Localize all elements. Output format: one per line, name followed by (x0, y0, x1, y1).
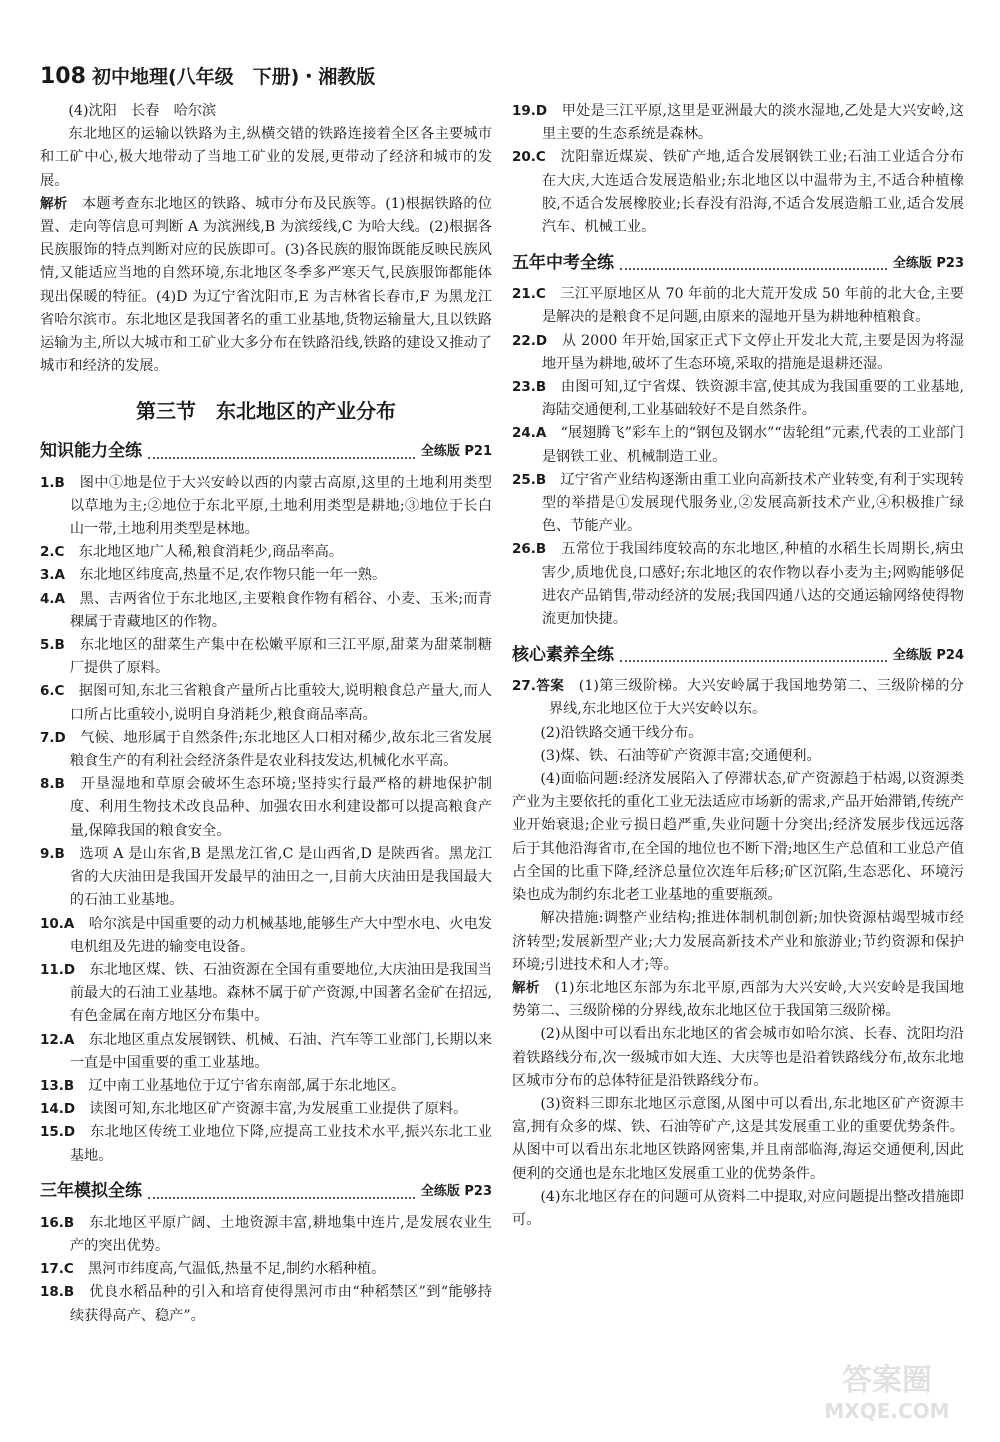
answer-text: 辽中南工业基地位于辽宁省东南部,属于东北地区。 (88, 1077, 406, 1094)
answer-text: 东北地区的甜菜生产集中在松嫩平原和三江平原,甜菜为甜菜制糖厂提供了原料。 (69, 637, 492, 677)
answer-text: 辽宁省产业结构逐渐由重工业向高新技术产业转变,有利于实现转型的举措是①发展现代服务业,②发展高新技术产业,④积极推广绿色、节能产业。 (541, 471, 964, 535)
right-column (512, 100, 964, 1232)
answer-number: 20.C (512, 149, 546, 166)
q27-first: (1)第三级阶梯。大兴安岭属于我国地势第二、三级阶梯的分界线,东北地区位于大兴安岭以东。 (548, 678, 964, 718)
section-header-five-year (512, 249, 964, 277)
section-leader-dots (620, 256, 887, 270)
answer-item (40, 959, 492, 1029)
answer-number: 15.D (40, 1124, 76, 1141)
answer-number: 9.B (40, 845, 65, 862)
chapter-title: 第三节 东北地区的产业分布 (136, 399, 396, 424)
answer-number: 11.D (40, 961, 76, 978)
section-ref: 全练版 P23 (420, 1184, 492, 1200)
answer-item (512, 422, 964, 468)
answer-item (512, 330, 964, 376)
answer-item (512, 283, 964, 329)
page-header (40, 62, 375, 89)
answer-text: 据图可知,东北三省粮食产量所占比重较大,说明粮食总产量大,而人口所占比重较小,说明自身消耗少,粮食商品率高。 (69, 683, 492, 723)
answer-item (40, 773, 492, 843)
section-title: 三年模拟全练 (40, 1181, 142, 1202)
answer-number: 13.B (40, 1077, 75, 1094)
answer-item (40, 1121, 492, 1167)
answers-list-five-year (512, 283, 964, 631)
paragraph: (2)沿铁路交通干线分布。 (540, 724, 703, 741)
paragraph: (4)东北地区存在的问题可从资料二中提取,对应问题提出整改措施即可。 (512, 1188, 964, 1228)
answers-list-continued (512, 100, 964, 239)
answer-item (40, 588, 492, 634)
answer-number: 3.A (40, 567, 65, 584)
answer-number: 8.B (40, 776, 65, 793)
answer-item (40, 634, 492, 680)
answer-text: 优良水稻品种的引入和培育使得黑河市由“种稻禁区”到“能够持续获得高产、稳产”。 (69, 1284, 492, 1324)
q27-analysis (512, 977, 964, 1023)
answer-item (40, 541, 492, 564)
left-column (40, 100, 492, 1328)
answer-text: 东北地区煤、铁、石油资源在全国有重要地位,大庆油田是我国当前最大的石油工业基地。森林不属于矿产资源,中国著名金矿在招远,有色金属在南方地区分布集中。 (69, 961, 492, 1025)
answer-number: 26.B (512, 541, 547, 558)
answer-number: 17.C (40, 1261, 74, 1278)
answer-number: 19.D (512, 103, 548, 119)
analysis-text: 本题考查东北地区的铁路、城市分布及民族等。(1)根据铁路的位置、走向等信息可判断 A 为滨洲线,B 为滨绥线,C 为哈大线。(2)根据各民族服饰的特点判断对应的民族即可。(3)各民族的服饰既能反映民族风情,又能适应当地的自然环境,东北地区冬季多严寒天气,民族服饰都能体现出保暖的特征。(4)D 为辽宁省沈阳市,E 为吉林省长春市,F 为黑龙江省哈尔滨市。东北地区是我国著名的重工业基地,货物运输量大,且以铁路运输为主,所以大城市和工矿业大多分布在铁路沿线,铁路的建设又推动了城市和经济的发展。 (40, 195, 492, 375)
answer-number: 2.C (40, 544, 65, 561)
answer-item (40, 1075, 492, 1098)
section-ref: 全练版 P21 (420, 444, 492, 460)
answer-text: 开垦湿地和草原会破坏生态环境;坚持实行最严格的耕地保护制度、利用生物技术改良品种、加强农田水利建设都可以提高粮食产量,保障我国的粮食安全。 (69, 776, 492, 839)
answer-item (40, 1281, 492, 1327)
answer-item (40, 843, 492, 913)
answer-item (40, 727, 492, 773)
paragraph: (2)从图中可以看出东北地区的省会城市如哈尔滨、长春、沈阳均沿着铁路线分布,次一级城市如大连、大庆等也是沿着铁路线分布,故东北地区城市分布的总体特征是沿铁路线分布。 (512, 1026, 964, 1089)
answer-item (512, 469, 964, 539)
answer-number: 25.B (512, 471, 547, 488)
answer-item (40, 564, 492, 587)
answer-number: 23.B (512, 379, 547, 396)
q27-label: 27.答案 (512, 678, 565, 695)
paragraph: 解决措施:调整产业结构;推进体制机制创新;加快资源枯竭型城市经济转型;发展新型产业;大力发展高新技术产业和旅游业;节约资源和保护环境;引进技术和人才;等。 (512, 910, 964, 973)
section-leader-dots (148, 1185, 415, 1199)
analysis-paragraphs (512, 1023, 964, 1232)
watermark-logo (792, 1358, 982, 1428)
answer-item (512, 146, 964, 239)
answer-text: 三江平原地区从 70 年前的北大荒开发成 50 年前的北大仓,主要是解决的是粮食不足问题,由原来的湿地开垦为耕地种植粮食。 (541, 286, 964, 326)
section-leader-dots (148, 445, 415, 459)
section-leader-dots (620, 648, 887, 662)
q27-answer (512, 675, 964, 721)
answer-number: 18.B (40, 1284, 75, 1301)
intro-paragraph: 东北地区的运输以铁路为主,纵横交错的铁路连接着全区各主要城市和工矿中心,极大地带动了当地工矿业的发展,更带动了经济和城市的发展。 (40, 126, 492, 189)
answer-number: 22.D (512, 332, 548, 349)
answer-text: 哈尔滨是中国重要的动力机械基地,能够生产大中型水电、火电发电机组及先进的输变电设备。 (69, 915, 492, 955)
answer-number: 16.B (40, 1214, 75, 1231)
answer-number: 12.A (40, 1031, 75, 1048)
answers-list-three-year (40, 1212, 492, 1328)
answer-text: 图中①地是位于大兴安岭以西的内蒙古高原,这里的土地利用类型以草地为主;②地位于东北平原,土地利用类型是耕地;③地位于长白山一带,土地利用类型是林地。 (69, 474, 492, 538)
answer-text: “展翅腾飞”彩车上的“钢包及钢水”“齿轮组”元素,代表的工业部门是钢铁工业、机械制造工业。 (541, 425, 964, 465)
answer-item (512, 100, 964, 146)
answer-text: 东北地区重点发展钢铁、机械、石油、汽车等工业部门,长期以来一直是中国重要的重工业基地。 (69, 1031, 492, 1071)
answer-number: 7.D (40, 729, 66, 746)
answer-text: 五常位于我国纬度较高的东北地区,种植的水稻生长周期长,病虫害少,质地优良,口感好;东北地区的农作物以春小麦为主;网购能够促进农产品销售,带动经济的发展;我国四通八达的交通运输网络使得物流更加快捷。 (541, 541, 964, 628)
analysis-block (40, 193, 492, 379)
answer-text: 读图可知,东北地区矿产资源丰富,为发展重工业提供了原料。 (89, 1101, 468, 1118)
answer-number: 6.C (40, 683, 65, 700)
answer-text: 东北地区地广人稀,粮食消耗少,商品率高。 (78, 544, 344, 561)
section-header-knowledge (40, 438, 492, 466)
answer-number: 4.A (40, 590, 65, 607)
section-title: 知识能力全练 (40, 441, 142, 462)
paragraph: (4)面临问题:经济发展陷入了停滞状态,矿产资源趋于枯竭,以资源类产业为主要依托的重化工业无法适应市场新的需求,产品开始滞销,传统产业开始衰退;企业亏损日趋严重,失业问题十分突出;经济发展步伐远远落后于其他沿海省市,在全国的地位也不断下滑;地区生产总值和工业总产值占全国的比重下降,经济总量位次连年后移;矿区沉陷,生态恶化、环境污染也成为制约东北老工业基地的重要瓶颈。 (512, 771, 964, 904)
paragraph: (3)煤、铁、石油等矿产资源丰富;交通便利。 (540, 747, 821, 764)
analysis-label: 解析 (512, 979, 540, 996)
answer-text: 气候、地形属于自然条件;东北地区人口相对稀少,故东北三省发展粮食生产的有利社会经济条件是农业科技发达,机械化水平高。 (69, 729, 492, 770)
section-title: 核心素养全练 (512, 644, 614, 665)
answer-text: 从 2000 年开始,国家正式下文停止开发北大荒,主要是因为将湿地开垦为耕地,破坏了生态环境,采取的措施是退耕还湿。 (541, 332, 964, 372)
section-ref: 全练版 P23 (892, 255, 964, 271)
answer-text: 东北地区传统工业地位下降,应提高工业技术水平,振兴东北工业基地。 (69, 1124, 492, 1164)
q27-paragraphs (512, 722, 964, 977)
answer-number: 24.A (512, 425, 547, 442)
book-title: 初中地理(八年级 下册)・湘教版 (91, 66, 376, 88)
answer-text: 选项 A 是山东省,B 是黑龙江省,C 是山西省,D 是陕西省。黑龙江省的大庆油田是我国开发最早的油田之一,目前大庆油田是我国最大的石油工业基地。 (69, 845, 492, 909)
answer-item (40, 1098, 492, 1121)
answer-item (40, 680, 492, 726)
watermark-line1: 答案圈 (842, 1363, 932, 1398)
answer-number: 21.C (512, 286, 546, 303)
answers-list-knowledge (40, 472, 492, 1168)
watermark-line2: MXQE.COM (824, 1399, 950, 1423)
answer-text: 甲处是三江平原,这里是亚洲最大的淡水湿地,乙处是大兴安岭,这里主要的生态系统是森林。 (541, 103, 964, 143)
answer-text: 黑河市纬度高,气温低,热量不足,制约水稻种植。 (88, 1261, 386, 1278)
answer-item (40, 472, 492, 542)
answer-text: 黑、吉两省位于东北地区,主要粮食作物有稻谷、小麦、玉米;而青稞属于青藏地区的作物。 (69, 590, 492, 630)
answer-item (40, 1258, 492, 1281)
answer-number: 10.A (40, 915, 75, 932)
section-header-three-year (40, 1178, 492, 1206)
answer-number: 5.B (40, 637, 65, 654)
answer-item (40, 1212, 492, 1258)
answer-item (40, 1029, 492, 1075)
section-ref: 全练版 P24 (892, 647, 964, 663)
answer-text: 东北地区纬度高,热量不足,农作物只能一年一熟。 (79, 567, 387, 584)
answer-text: 由图可知,辽宁省煤、铁资源丰富,使其成为我国重要的工业基地,海陆交通便利,工业基础较好不是自然条件。 (541, 379, 964, 419)
analysis-label: 解析 (40, 195, 68, 212)
page-number: 108 (40, 64, 86, 89)
answer-item (40, 913, 492, 959)
answer-number: 14.D (40, 1101, 76, 1118)
answer-text: 沈阳靠近煤炭、铁矿产地,适合发展钢铁工业;石油工业适合分布在大庆,大连适合发展造船业;东北地区以中温带为主,不适合种植橡胶,不适合发展橡胶业;长春没有沿海,不适合发展造船工业,适合发展汽车、机械工业。 (541, 149, 964, 236)
analysis-first: (1)东北地区东部为东北平原,西部为大兴安岭,大兴安岭是我国地势第二、三级阶梯的分界线,故东北地区位于我国第三级阶梯。 (512, 979, 964, 1020)
answer-item (512, 376, 964, 422)
answer-number: 1.B (40, 474, 65, 491)
paragraph: (3)资料三即东北地区示意图,从图中可以看出,东北地区矿产资源丰富,拥有众多的煤、铁、石油等矿产,这是其发展重工业的重要优势条件。从图中可以看出东北地区铁路网密集,并且南部临海,海运交通便利,因此便利的交通也是东北地区发展重工业的优势条件。 (512, 1095, 964, 1182)
answer-item (512, 538, 964, 631)
answer-text: 东北地区平原广阔、土地资源丰富,耕地集中连片,是发展农业生产的突出优势。 (69, 1214, 492, 1254)
intro-line: (4)沈阳 长春 哈尔滨 (68, 103, 217, 119)
section-title: 五年中考全练 (512, 252, 614, 273)
section-header-core (512, 641, 964, 669)
